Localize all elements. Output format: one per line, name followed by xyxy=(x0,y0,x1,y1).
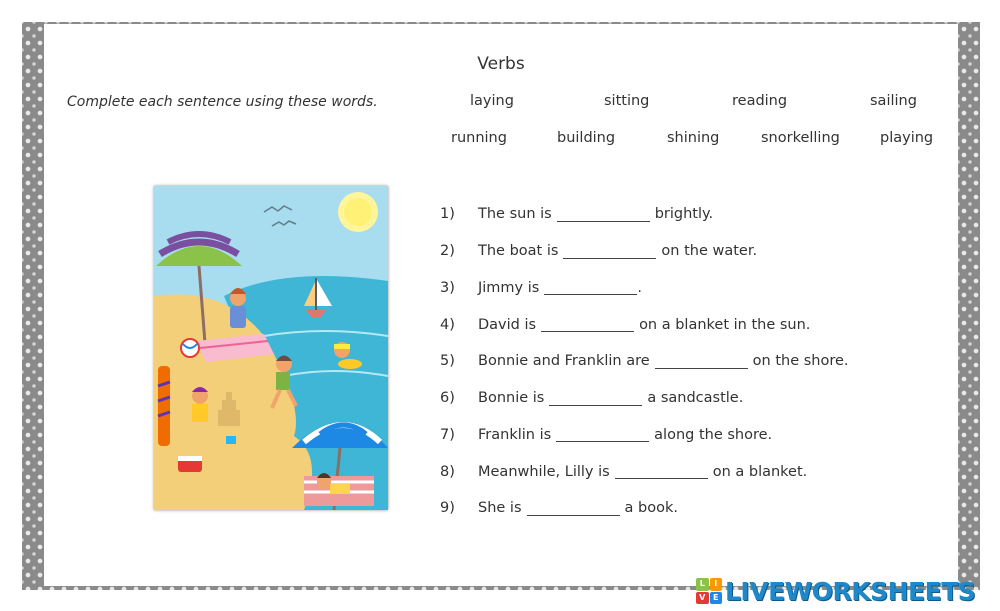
sentence-text-after: on a blanket. xyxy=(712,463,808,480)
sentence-number: 4) xyxy=(440,316,455,333)
sentence-text-before: Jimmy is xyxy=(478,279,540,296)
liveworksheets-logo-icon: L I V E xyxy=(696,578,722,604)
word-bank-item: building xyxy=(557,130,616,146)
worksheet-frame xyxy=(22,22,980,590)
answer-blank[interactable] xyxy=(541,317,634,332)
sentence-item xyxy=(440,196,849,233)
sentence-text-after: a sandcastle. xyxy=(647,390,744,407)
sentence-text-after: brightly. xyxy=(654,206,714,223)
sentence-text-before: David is xyxy=(478,316,537,333)
sentence-text-after: along the shore. xyxy=(654,426,773,443)
word-bank-item: sitting xyxy=(604,93,650,109)
sentence-text-after: . xyxy=(637,279,642,296)
answer-blank[interactable] xyxy=(655,354,748,369)
sentence-number: 3) xyxy=(440,279,455,296)
sentence-number: 7) xyxy=(440,426,455,443)
sentence-list xyxy=(440,196,849,527)
sentence-text-before: The sun is xyxy=(478,206,552,223)
worksheet-page xyxy=(44,24,958,586)
beach-scene-illustration xyxy=(154,186,388,510)
sentence-text-after: a book. xyxy=(624,500,678,517)
word-bank-item: playing xyxy=(880,130,934,146)
instruction-text: Complete each sentence using these words. xyxy=(67,94,378,110)
word-bank-item: sailing xyxy=(870,93,917,109)
sentence-number: 6) xyxy=(440,390,455,407)
sentence-item xyxy=(440,417,849,454)
sentence-text-before: The boat is xyxy=(478,243,559,260)
sentence-text-before: Meanwhile, Lilly is xyxy=(478,463,610,480)
sentence-item xyxy=(440,343,849,380)
sentence-text-after: on a blanket in the sun. xyxy=(639,316,811,333)
sentence-number: 1) xyxy=(440,206,455,223)
sentence-text-before: Bonnie and Franklin are xyxy=(478,353,650,370)
sentence-number: 2) xyxy=(440,243,455,260)
sentence-text-before: She is xyxy=(478,500,522,517)
sentence-item xyxy=(440,306,849,343)
word-bank-item: running xyxy=(451,130,507,146)
word-bank-item: snorkelling xyxy=(761,130,840,146)
sentence-text-after: on the shore. xyxy=(752,353,849,370)
worksheet-title: Verbs xyxy=(477,54,525,74)
sentence-item xyxy=(440,453,849,490)
sentence-text-before: Bonnie is xyxy=(478,390,545,407)
answer-blank[interactable] xyxy=(557,207,650,222)
answer-blank[interactable] xyxy=(556,427,649,442)
sentence-number: 5) xyxy=(440,353,455,370)
sentence-text-after: on the water. xyxy=(661,243,758,260)
liveworksheets-logo-text: LIVEWORKSHEETS xyxy=(725,576,976,606)
answer-blank[interactable] xyxy=(527,501,620,516)
sentence-item xyxy=(440,380,849,417)
sentence-item xyxy=(440,233,849,270)
sentence-item xyxy=(440,490,849,527)
word-bank-item: reading xyxy=(732,93,788,109)
word-bank-item: shining xyxy=(667,130,720,146)
sentence-number: 8) xyxy=(440,463,455,480)
sentence-item xyxy=(440,270,849,307)
word-bank-item: laying xyxy=(470,93,514,109)
liveworksheets-logo[interactable] xyxy=(696,576,975,606)
answer-blank[interactable] xyxy=(563,244,656,259)
answer-blank[interactable] xyxy=(549,391,642,406)
beach-scene-illustration xyxy=(154,186,388,510)
answer-blank[interactable] xyxy=(544,280,637,295)
answer-blank[interactable] xyxy=(615,464,708,479)
sentence-number: 9) xyxy=(440,500,455,517)
sentence-text-before: Franklin is xyxy=(478,426,552,443)
